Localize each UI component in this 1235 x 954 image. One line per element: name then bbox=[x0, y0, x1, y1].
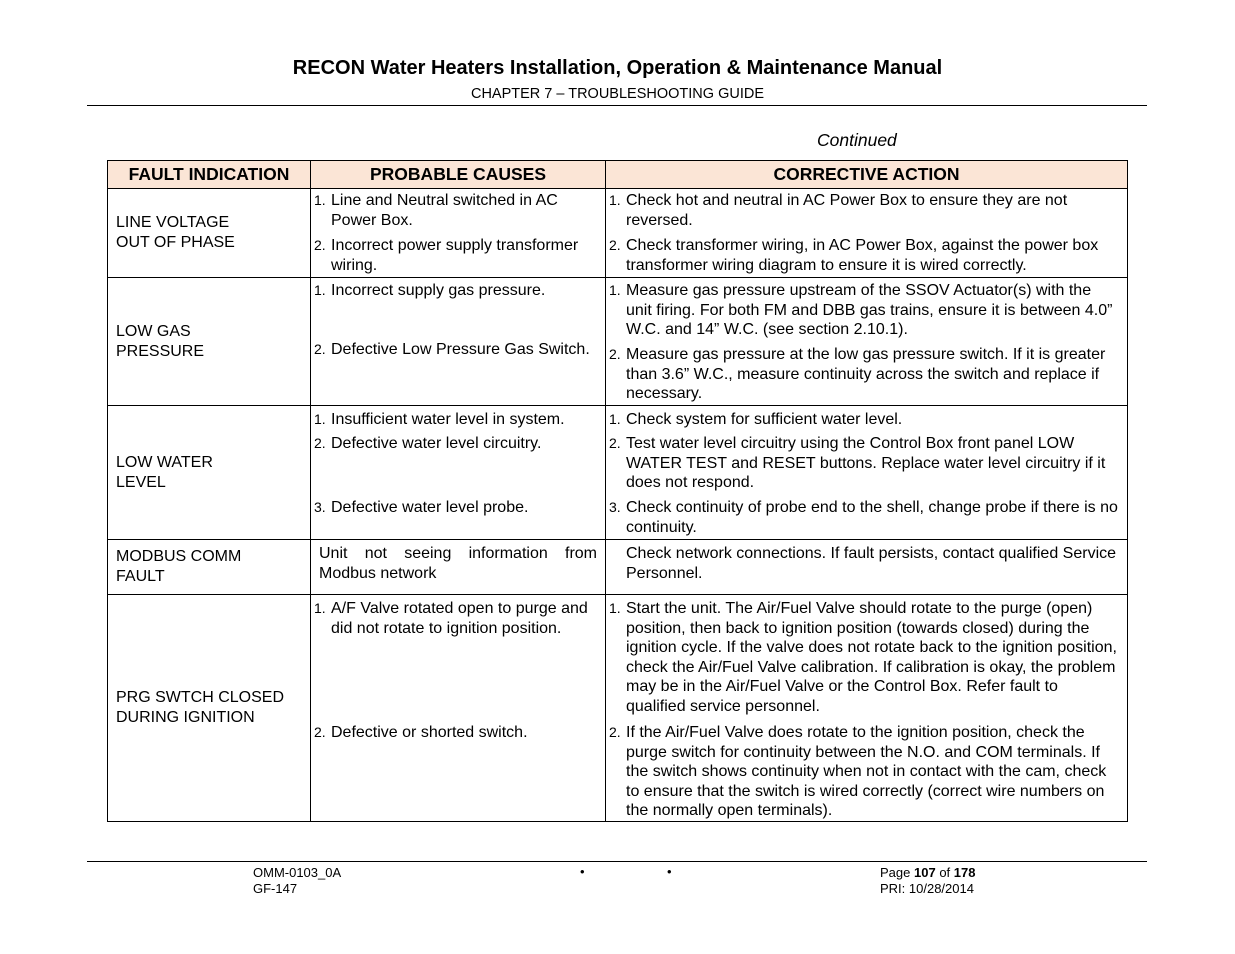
footer-divider bbox=[87, 861, 1147, 862]
list-item bbox=[311, 434, 605, 498]
footer-page-info bbox=[880, 865, 976, 897]
item-text: Defective water level circuitry. bbox=[331, 435, 542, 452]
item-number: 2. bbox=[609, 346, 621, 362]
item-text: Insufficient water level in system. bbox=[331, 411, 565, 428]
corrective-action-cell bbox=[606, 189, 1128, 278]
item-text: Check system for sufficient water level. bbox=[626, 411, 903, 428]
item-number: 2. bbox=[314, 237, 326, 253]
column-header-causes: PROBABLE CAUSES bbox=[311, 161, 606, 189]
corrective-action-cell bbox=[606, 540, 1128, 595]
corrective-action-cell bbox=[606, 406, 1128, 540]
page-of: of bbox=[939, 865, 951, 880]
header-divider bbox=[87, 105, 1147, 106]
list-item bbox=[311, 723, 605, 743]
troubleshooting-table bbox=[107, 160, 1128, 822]
item-text: Line and Neutral switched in AC Power Box. bbox=[331, 192, 558, 229]
action-text: Check network connections. If fault persists, contact qualified Service Personnel. bbox=[626, 545, 1117, 582]
item-number: 2. bbox=[314, 341, 326, 357]
fault-indication-cell bbox=[108, 540, 311, 595]
table-header-row bbox=[108, 161, 1128, 189]
page-total: 178 bbox=[953, 865, 976, 880]
fault-line: LINE VOLTAGE bbox=[116, 214, 230, 231]
item-text: Incorrect power supply transformer wiring. bbox=[331, 237, 579, 274]
footer-doc-info bbox=[253, 865, 341, 897]
list-item bbox=[606, 434, 1127, 498]
probable-causes-cell bbox=[311, 278, 606, 406]
page-label: Page bbox=[880, 865, 911, 880]
fault-line: LOW GAS bbox=[116, 322, 191, 340]
fault-line: MODBUS COMM bbox=[116, 548, 242, 565]
item-number: 2. bbox=[609, 237, 621, 253]
fault-line: PRG SWTCH CLOSED bbox=[116, 689, 285, 706]
cause-text: Unit not seeing information from Modbus network bbox=[319, 545, 597, 582]
fault-line: FAULT bbox=[116, 568, 165, 585]
item-text: Defective water level probe. bbox=[331, 499, 529, 516]
item-text: Defective or shorted switch. bbox=[331, 724, 528, 741]
probable-causes-cell bbox=[311, 189, 606, 278]
item-text: Measure gas pressure at the low gas pressure switch. If it is greater than 3.6” W.C., measure continuity across the switch and replace if necessary. bbox=[626, 346, 1106, 403]
form-number: GF-147 bbox=[253, 881, 298, 896]
column-header-action: CORRECTIVE ACTION bbox=[606, 161, 1128, 189]
table-row bbox=[108, 189, 1128, 278]
continued-label: Continued bbox=[817, 130, 897, 150]
document-title: RECON Water Heaters Installation, Operation & Maintenance Manual bbox=[292, 57, 943, 79]
footer-bullet: • bbox=[580, 864, 585, 879]
item-number: 1. bbox=[314, 192, 326, 208]
list-item bbox=[311, 498, 605, 518]
item-text: A/F Valve rotated open to purge and did not rotate to ignition position. bbox=[331, 600, 588, 637]
item-text: Incorrect supply gas pressure. bbox=[331, 282, 546, 299]
fault-line: OUT OF PHASE bbox=[116, 234, 235, 251]
item-number: 3. bbox=[314, 499, 326, 515]
item-text: Check hot and neutral in AC Power Box to ensure they are not reversed. bbox=[626, 192, 1068, 229]
footer-bullet: • bbox=[667, 864, 672, 879]
item-number: 1. bbox=[609, 192, 621, 208]
item-number: 1. bbox=[314, 411, 326, 427]
table-row bbox=[108, 406, 1128, 540]
fault-line: LOW WATER bbox=[116, 453, 213, 471]
list-item bbox=[606, 191, 1127, 236]
pri-date: PRI: 10/28/2014 bbox=[880, 881, 974, 896]
corrective-action-cell bbox=[606, 595, 1128, 822]
fault-indication-cell bbox=[108, 595, 311, 822]
fault-line: DURING IGNITION bbox=[116, 709, 255, 726]
item-text: If the Air/Fuel Valve does rotate to the ignition position, check the purge switch for continuity between the N.O. and COM terminals. If the switch shows continuity when not in contact with the cam, check to ensure that the switch is wired correctly (correct wire numbers on the normally open terminals). bbox=[626, 724, 1107, 820]
table-row bbox=[108, 540, 1128, 595]
list-item bbox=[606, 345, 1127, 404]
fault-indication-cell bbox=[108, 406, 311, 540]
column-header-fault: FAULT INDICATION bbox=[108, 161, 311, 189]
list-item bbox=[311, 599, 605, 723]
doc-number: OMM-0103_0A bbox=[253, 865, 342, 880]
item-number: 1. bbox=[609, 411, 621, 427]
item-text: Start the unit. The Air/Fuel Valve should rotate to the purge (open) position, then back to ignition position (towards closed) during the ignition cycle. If the valve does not rotate back to the ignition position, check the Air/Fuel Valve calibration. If calibration is okay, the problem may be in the Air/Fuel Valve or the Control Box. Refer fault to qualified service personnel. bbox=[626, 600, 1117, 715]
list-item bbox=[606, 723, 1127, 821]
page-current: 107 bbox=[914, 865, 936, 880]
item-number: 1. bbox=[609, 600, 621, 616]
table-row bbox=[108, 278, 1128, 406]
item-text: Test water level circuitry using the Control Box front panel LOW WATER TEST and RESET buttons. Replace water level circuitry if it does not respond. bbox=[626, 435, 1106, 492]
probable-causes-cell bbox=[311, 406, 606, 540]
list-item bbox=[606, 410, 1127, 434]
item-number: 1. bbox=[609, 282, 621, 298]
page-number bbox=[880, 865, 976, 881]
list-item bbox=[606, 498, 1127, 537]
item-number: 3. bbox=[609, 499, 621, 515]
list-item bbox=[311, 191, 605, 236]
item-text: Defective Low Pressure Gas Switch. bbox=[331, 341, 590, 358]
list-item bbox=[311, 236, 605, 275]
list-item bbox=[311, 410, 605, 434]
fault-line: LEVEL bbox=[116, 473, 166, 491]
probable-causes-cell bbox=[311, 540, 606, 595]
corrective-action-cell bbox=[606, 278, 1128, 406]
item-number: 2. bbox=[314, 435, 326, 451]
item-text: Measure gas pressure upstream of the SSOV Actuator(s) with the unit firing. For both FM and DBB gas trains, ensure it is between 4.0” W.C. and 14” W.C. (see section 2.10.1). bbox=[626, 282, 1113, 339]
list-item bbox=[606, 599, 1127, 723]
list-item bbox=[311, 340, 605, 360]
fault-indication-cell bbox=[108, 278, 311, 406]
list-item bbox=[311, 281, 605, 340]
probable-causes-cell bbox=[311, 595, 606, 822]
chapter-heading: CHAPTER 7 – TROUBLESHOOTING GUIDE bbox=[470, 86, 764, 102]
list-item bbox=[606, 236, 1127, 275]
item-number: 1. bbox=[314, 600, 326, 616]
table-row bbox=[108, 595, 1128, 822]
item-number: 1. bbox=[314, 282, 326, 298]
item-number: 2. bbox=[609, 435, 621, 451]
list-item bbox=[606, 281, 1127, 345]
item-number: 2. bbox=[609, 724, 621, 740]
item-text: Check continuity of probe end to the shell, change probe if there is no continuity. bbox=[626, 499, 1118, 536]
fault-line: PRESSURE bbox=[116, 342, 205, 360]
item-text: Check transformer wiring, in AC Power Box, against the power box transformer wiring diagram to ensure it is wired correctly. bbox=[626, 237, 1099, 274]
item-number: 2. bbox=[314, 724, 326, 740]
fault-indication-cell bbox=[108, 189, 311, 278]
